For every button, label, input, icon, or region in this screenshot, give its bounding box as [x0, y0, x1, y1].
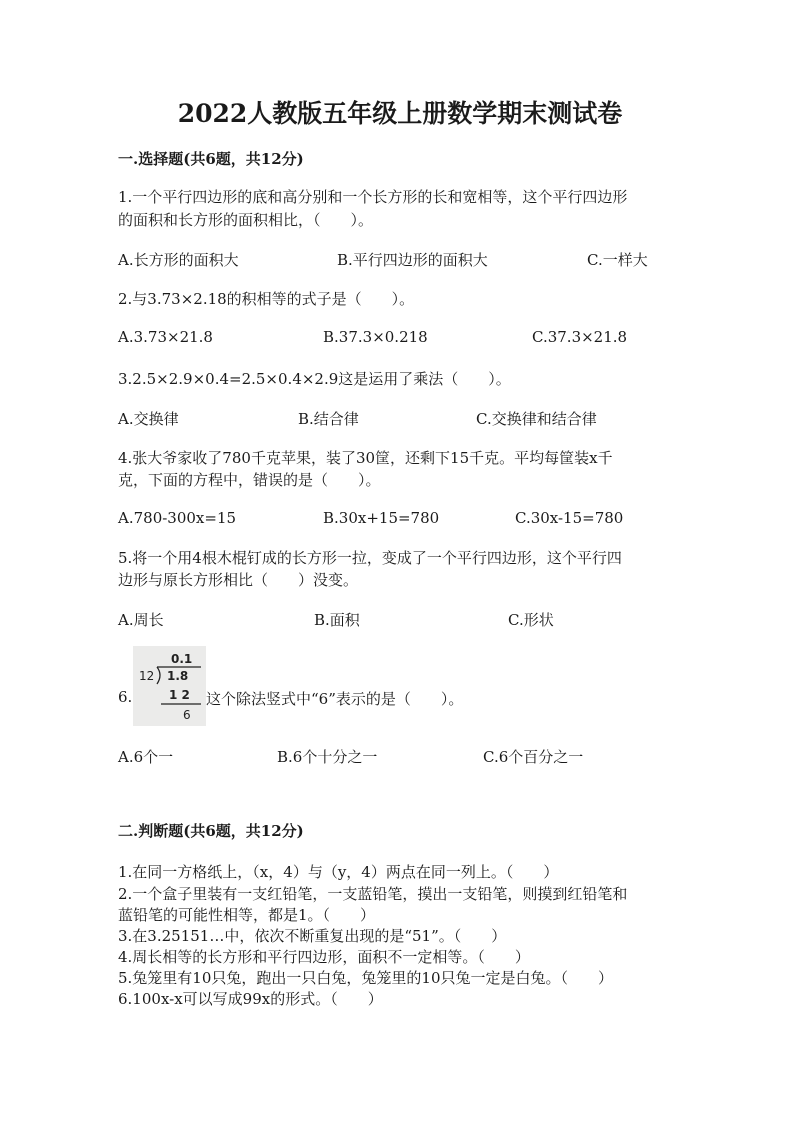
section-heading-choice: 一.选择题(共6题，共12分)	[118, 150, 304, 168]
question-4-option-b: B.30x+15=780	[323, 509, 440, 527]
question-4-line-1: 4.张大爷家收了780千克苹果，装了30筐，还剩下15千克。平均每筐装x千	[118, 449, 613, 467]
question-1-option-b: B.平行四边形的面积大	[337, 251, 488, 269]
question-4-line-2: 克，下面的方程中，错误的是（ ）。	[118, 471, 381, 489]
division-bracket	[157, 667, 160, 684]
division-quotient: 0.1	[171, 652, 193, 666]
judge-item-3: 3.在3.25151…中，依次不断重复出现的是“51”。（ ）	[118, 927, 507, 945]
division-dividend: 1.8	[167, 669, 189, 683]
judge-item-6: 6.100x-x可以写成99x的形式。（ ）	[118, 990, 383, 1008]
question-3-option-a: A.交换律	[118, 410, 179, 428]
judge-item-2-line-1: 2.一个盒子里装有一支红铅笔，一支蓝铅笔，摸出一支铅笔，则摸到红铅笔和	[118, 885, 628, 903]
question-5-option-a: A.周长	[118, 611, 164, 629]
section-heading-judge: 二.判断题(共6题，共12分)	[118, 822, 304, 840]
judge-item-1: 1.在同一方格纸上，（x，4）与（y，4）两点在同一列上。（ ）	[118, 863, 559, 881]
question-2-option-b: B.37.3×0.218	[323, 328, 428, 346]
question-1-option-a: A.长方形的面积大	[118, 251, 239, 269]
question-6-text: 这个除法竖式中“6”表示的是（ ）。	[206, 690, 464, 708]
question-5-option-b: B.面积	[314, 611, 360, 629]
question-1-option-c: C.一样大	[587, 251, 648, 269]
question-6-option-b: B.6个十分之一	[277, 748, 378, 766]
division-divisor: 12	[139, 669, 155, 683]
question-2-option-c: C.37.3×21.8	[532, 328, 628, 346]
question-3-option-b: B.结合律	[298, 410, 359, 428]
judge-item-4: 4.周长相等的长方形和平行四边形，面积不一定相等。（ ）	[118, 948, 530, 966]
question-3-option-c: C.交换律和结合律	[476, 410, 597, 428]
question-4-option-a: A.780-300x=15	[118, 509, 237, 527]
question-1-line-1: 1.一个平行四边形的底和高分别和一个长方形的长和宽相等，这个平行四边形	[118, 188, 628, 206]
question-4-option-c: C.30x-15=780	[515, 509, 624, 527]
question-6-number: 6.	[118, 688, 133, 706]
question-2-text: 2.与3.73×2.18的积相等的式子是（ ）。	[118, 290, 415, 308]
question-1-line-2: 的面积和长方形的面积相比，（ ）。	[118, 211, 374, 229]
division-figure	[133, 646, 206, 726]
judge-item-5: 5.兔笼里有10只兔，跑出一只白兔，兔笼里的10只兔一定是白兔。（ ）	[118, 969, 613, 987]
division-remainder: 6	[183, 708, 191, 722]
question-5-line-2: 边形与原长方形相比（ ）没变。	[118, 571, 359, 589]
question-3-text: 3.2.5×2.9×0.4=2.5×0.4×2.9这是运用了乘法（ ）。	[118, 370, 511, 388]
question-5-option-c: C.形状	[508, 611, 554, 629]
judge-item-2-line-2: 蓝铅笔的可能性相等，都是1。（ ）	[118, 906, 376, 924]
question-5-line-1: 5.将一个用4根木棍钉成的长方形一拉，变成了一个平行四边形，这个平行四	[118, 549, 622, 567]
question-2-option-a: A.3.73×21.8	[118, 328, 213, 346]
division-product: 1 2	[169, 688, 190, 702]
page-title: 2022人教版五年级上册数学期末测试卷	[177, 99, 623, 128]
question-6-option-c: C.6个百分之一	[483, 748, 584, 766]
question-6-option-a: A.6个一	[118, 748, 174, 766]
